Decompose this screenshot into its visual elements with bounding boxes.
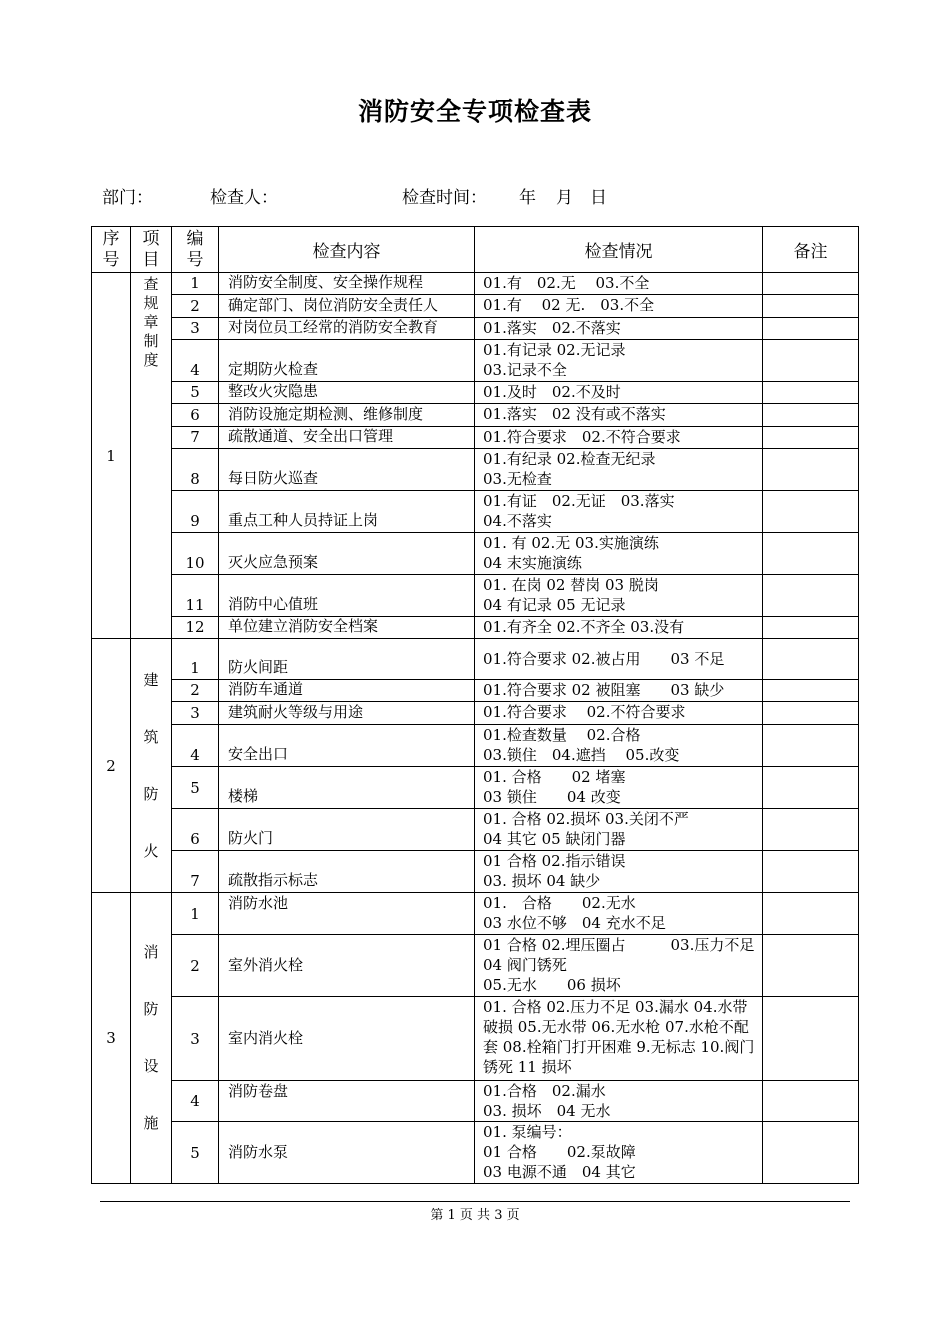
- row-note-cell: [763, 575, 859, 617]
- row-note-cell: [763, 404, 859, 427]
- row-content-cell: 对岗位员工经常的消防安全教育: [219, 318, 475, 340]
- row-note-cell: [763, 617, 859, 639]
- row-note-cell: [763, 935, 859, 997]
- row-note-cell: [763, 702, 859, 725]
- row-code-cell: 3: [172, 318, 219, 340]
- section-item-text: 查 规 章 制 度: [143, 275, 159, 369]
- table-row: [92, 491, 859, 533]
- row-note-cell: [763, 382, 859, 404]
- row-status-cell: 01 合格 02.埋压圈占 03.压力不足 04 阀门锈死 05.无水 06 损坏: [475, 935, 763, 997]
- row-content-cell: 楼梯: [219, 767, 475, 809]
- table-row: [92, 702, 859, 725]
- row-code-cell: 2: [172, 680, 219, 702]
- row-code-cell: 5: [172, 382, 219, 404]
- row-note-cell: [763, 997, 859, 1081]
- table-row: [92, 404, 859, 427]
- row-content-cell: 整改火灾隐患: [219, 382, 475, 404]
- row-status-cell: 01.符合要求 02.不符合要求: [475, 702, 763, 725]
- row-status-cell: 01.有纪录 02.检查无纪录 03.无检查: [475, 449, 763, 491]
- section-seq-cell: 1: [92, 273, 131, 639]
- row-code-cell: 12: [172, 617, 219, 639]
- row-content-cell: 消防卷盘: [219, 1081, 475, 1122]
- row-content-cell: 消防设施定期检测、维修制度: [219, 404, 475, 427]
- row-status-cell: 01.落实 02.不落实: [475, 318, 763, 340]
- inspection-table: [91, 226, 859, 1184]
- row-code-cell: 10: [172, 533, 219, 575]
- row-code-cell: 6: [172, 404, 219, 427]
- row-status-cell: 01.有齐全 02.不齐全 03.没有: [475, 617, 763, 639]
- row-code-cell: 7: [172, 427, 219, 449]
- row-status-cell: 01. 合格 02.压力不足 03.漏水 04.水带破损 05.无水带 06.无水枪 07.水枪不配套 08.栓箱门打开困难 9.无标志 10.阀门锈死 11 损坏: [475, 997, 763, 1081]
- row-content-cell: 定期防火检查: [219, 340, 475, 382]
- table-row: [92, 295, 859, 318]
- row-note-cell: [763, 639, 859, 680]
- section-seq-cell: 2: [92, 639, 131, 893]
- table-row: [92, 893, 859, 935]
- row-content-cell: 防火间距: [219, 639, 475, 680]
- table-row: [92, 340, 859, 382]
- header-content: 检查内容: [219, 227, 475, 273]
- row-code-cell: 3: [172, 702, 219, 725]
- row-note-cell: [763, 533, 859, 575]
- table-row: [92, 935, 859, 997]
- row-note-cell: [763, 449, 859, 491]
- table-row: [92, 575, 859, 617]
- row-code-cell: 8: [172, 449, 219, 491]
- row-content-cell: 疏散通道、安全出口管理: [219, 427, 475, 449]
- section-item-cell: [131, 639, 172, 893]
- row-code-cell: 6: [172, 809, 219, 851]
- day-label: 日: [590, 188, 607, 208]
- row-note-cell: [763, 767, 859, 809]
- row-note-cell: [763, 318, 859, 340]
- year-label: 年: [519, 188, 536, 208]
- header-seq: 序号: [92, 227, 131, 273]
- table-row: [92, 449, 859, 491]
- month-label: 月: [556, 188, 573, 208]
- row-code-cell: 1: [172, 273, 219, 295]
- row-status-cell: 01. 合格 02.损坏 03.关闭不严 04 其它 05 缺闭门器: [475, 809, 763, 851]
- row-content-cell: 消防安全制度、安全操作规程: [219, 273, 475, 295]
- section-item-text: 消 防 设 施: [143, 943, 159, 1132]
- header-note: 备注: [763, 227, 859, 273]
- row-content-cell: 重点工种人员持证上岗: [219, 491, 475, 533]
- row-status-cell: 01.合格 02.漏水 03. 损坏 04 无水: [475, 1081, 763, 1122]
- row-status-cell: 01.有 02.无 03.不全: [475, 273, 763, 295]
- row-code-cell: 4: [172, 1081, 219, 1122]
- table-row: [92, 809, 859, 851]
- row-note-cell: [763, 851, 859, 893]
- table-row: [92, 1081, 859, 1122]
- table-row: [92, 725, 859, 767]
- table-header-row: [92, 227, 859, 273]
- row-content-cell: 消防水池: [219, 893, 475, 935]
- row-content-cell: 每日防火巡查: [219, 449, 475, 491]
- row-content-cell: 室内消火栓: [219, 997, 475, 1081]
- row-code-cell: 11: [172, 575, 219, 617]
- table-row: [92, 382, 859, 404]
- row-note-cell: [763, 1122, 859, 1184]
- table-row: [92, 427, 859, 449]
- table-row: [92, 851, 859, 893]
- section-item-text: 建 筑 防 火: [143, 670, 159, 860]
- table-row: [92, 680, 859, 702]
- row-code-cell: 3: [172, 997, 219, 1081]
- row-content-cell: 疏散指示标志: [219, 851, 475, 893]
- row-code-cell: 1: [172, 893, 219, 935]
- row-status-cell: 01.检查数量 02.合格 03.锁住 04.遮挡 05.改变: [475, 725, 763, 767]
- table-row: [92, 273, 859, 295]
- row-content-cell: 建筑耐火等级与用途: [219, 702, 475, 725]
- footer-divider: [100, 1201, 850, 1202]
- row-code-cell: 4: [172, 340, 219, 382]
- inspector-label: 检查人：: [210, 188, 278, 208]
- table-row: [92, 318, 859, 340]
- table-row: [92, 1122, 859, 1184]
- table-row: [92, 997, 859, 1081]
- row-status-cell: 01. 在岗 02 替岗 03 脱岗 04 有记录 05 无记录: [475, 575, 763, 617]
- page-footer: 第 1 页 共 3 页: [430, 1208, 520, 1223]
- row-note-cell: [763, 340, 859, 382]
- row-content-cell: 确定部门、岗位消防安全责任人: [219, 295, 475, 318]
- row-status-cell: 01.符合要求 02 被阻塞 03 缺少: [475, 680, 763, 702]
- row-code-cell: 2: [172, 295, 219, 318]
- row-status-cell: 01.有证 02.无证 03.落实 04.不落实: [475, 491, 763, 533]
- row-code-cell: 2: [172, 935, 219, 997]
- row-note-cell: [763, 680, 859, 702]
- section-item-cell: [131, 893, 172, 1184]
- row-content-cell: 消防车通道: [219, 680, 475, 702]
- row-status-cell: 01.符合要求 02.被占用 03 不足: [475, 639, 763, 680]
- row-code-cell: 1: [172, 639, 219, 680]
- row-content-cell: 安全出口: [219, 725, 475, 767]
- row-status-cell: 01.符合要求 02.不符合要求: [475, 427, 763, 449]
- row-content-cell: 消防中心值班: [219, 575, 475, 617]
- header-item: 项目: [131, 227, 172, 273]
- row-status-cell: 01 合格 02.指示错误 03. 损坏 04 缺少: [475, 851, 763, 893]
- row-content-cell: 消防水泵: [219, 1122, 475, 1184]
- row-status-cell: 01.有记录 02.无记录 03.记录不全: [475, 340, 763, 382]
- row-note-cell: [763, 1081, 859, 1122]
- row-content-cell: 室外消火栓: [219, 935, 475, 997]
- row-status-cell: 01. 泵编号： 01 合格 02.泵故障 03 电源不通 04 其它: [475, 1122, 763, 1184]
- header-status: 检查情况: [475, 227, 763, 273]
- dept-label: 部门：: [102, 188, 153, 208]
- row-note-cell: [763, 491, 859, 533]
- row-status-cell: 01. 合格 02 堵塞 03 锁住 04 改变: [475, 767, 763, 809]
- row-status-cell: 01.落实 02 没有或不落实: [475, 404, 763, 427]
- row-content-cell: 灭火应急预案: [219, 533, 475, 575]
- row-content-cell: 单位建立消防安全档案: [219, 617, 475, 639]
- row-status-cell: 01.及时 02.不及时: [475, 382, 763, 404]
- row-note-cell: [763, 427, 859, 449]
- section-item-cell: [131, 273, 172, 639]
- table-row: [92, 617, 859, 639]
- table-row: [92, 639, 859, 680]
- section-seq-cell: 3: [92, 893, 131, 1184]
- row-code-cell: 7: [172, 851, 219, 893]
- row-status-cell: 01. 有 02.无 03.实施演练 04 末实施演练: [475, 533, 763, 575]
- row-status-cell: 01.有 02 无. 03.不全: [475, 295, 763, 318]
- row-note-cell: [763, 725, 859, 767]
- row-status-cell: 01. 合格 02.无水 03 水位不够 04 充水不足: [475, 893, 763, 935]
- row-note-cell: [763, 273, 859, 295]
- row-code-cell: 5: [172, 1122, 219, 1184]
- header-code: 编号: [172, 227, 219, 273]
- row-note-cell: [763, 809, 859, 851]
- page-title: 消防安全专项检查表: [357, 97, 592, 126]
- row-code-cell: 4: [172, 725, 219, 767]
- row-note-cell: [763, 295, 859, 318]
- row-code-cell: 5: [172, 767, 219, 809]
- row-content-cell: 防火门: [219, 809, 475, 851]
- row-code-cell: 9: [172, 491, 219, 533]
- row-note-cell: [763, 893, 859, 935]
- inspection-time-label: 检查时间：: [402, 188, 487, 208]
- table-row: [92, 533, 859, 575]
- table-row: [92, 767, 859, 809]
